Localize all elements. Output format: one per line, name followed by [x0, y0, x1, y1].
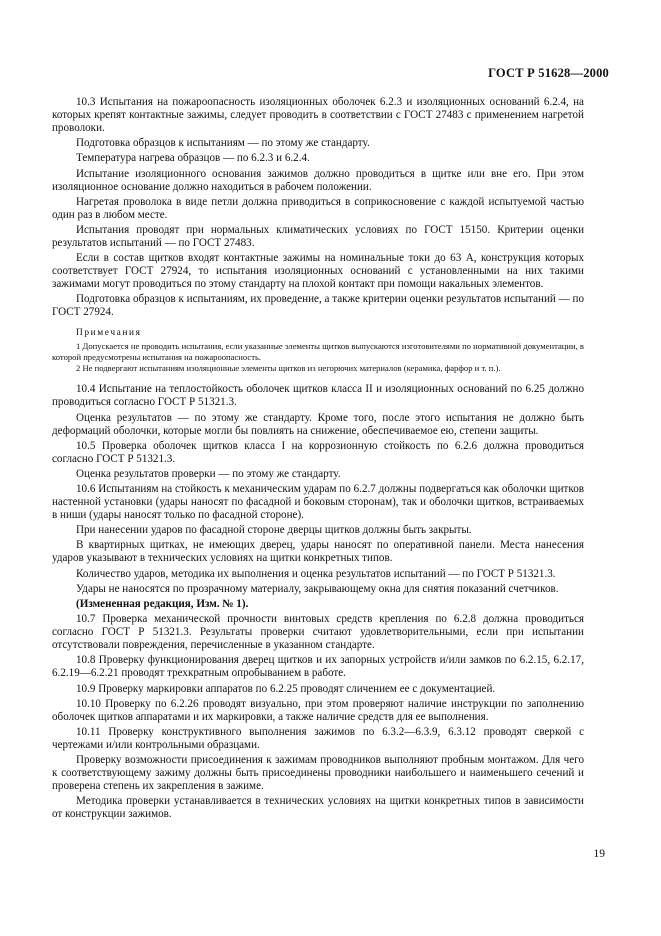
paragraph: 10.5 Проверка оболочек щитков класса I на коррозионную стойкость по 6.2.6 должна проводиться согласно ГОСТ Р 51321.3. [52, 439, 584, 465]
paragraph: Удары не наносятся по прозрачному материалу, закрывающему окна для снятия показаний счетчиков. [76, 582, 559, 595]
paragraph: Если в состав щитков входят контактные зажимы на номинальные токи до 63 А, конструкция которых соответствует ГОСТ 27924, то испытания изоляционных оснований с установленными на них такими зажимами могут проводиться по этому стандарту на плохой контакт при помощи накальных элементов. [52, 252, 584, 291]
paragraph: 10.6 Испытаниям на стойкость к механическим ударам по 6.2.7 должны подвергаться как оболочки щитков настенной установки (удары наносят по фасадной и боковым сторонам), так и оболочки щитков, встраиваемых в ниши (удары наносят только по фасадной стороне). [52, 483, 584, 522]
document-body [52, 96, 584, 824]
paragraph: Количество ударов, методика их выполнения и оценка результатов испытаний — по ГОСТ Р 51321.3. [76, 567, 556, 580]
paragraph: При нанесении ударов по фасадной стороне дверцы щитков должны быть закрыты. [76, 524, 472, 537]
paragraph: 10.9 Проверку маркировки аппаратов по 6.2.25 проводят сличением ее с документацией. [76, 682, 496, 695]
paragraph: 10.7 Проверка механической прочности винтовых средств крепления по 6.2.8 должна проводиться согласно ГОСТ Р 51321.3. Результаты проверки считают удовлетворительными, если при испытании отсутствовали повреждения, перечисленные в указанном стандарте. [52, 613, 584, 652]
notes-title: Примечания [76, 328, 142, 339]
paragraph: 10.3 Испытания на пожароопасность изоляционных оболочек 6.2.3 и изоляционных оснований 6.2.4, на которых крепят контактные зажимы, следует проводить в соответствии с ГОСТ 27483 с применением нагретой проволоки. [52, 96, 584, 134]
paragraph: Нагретая проволока в виде петли должна приводиться в соприкосновение с каждой испытуемой частью один раз в любом месте. [52, 195, 584, 221]
amendment-note: (Измененная редакция, Изм. № 1). [76, 598, 249, 610]
paragraph: Испытание изоляционного основания зажимов должно проводиться в щитке или вне его. При этом изоляционное основание должно находиться в рабочем положении. [52, 167, 584, 193]
note-item: 1 Допускается не проводить испытания, если указанные элементы щитков выпускаются изготовителями по нормативной документации, в которой предусмотрены испытания на пожароопасность. [52, 341, 584, 363]
note-item: 2 Не подвергают испытаниям изоляционные элементы щитков из негорючих материалов (керамика, фарфор и т. п.). [76, 363, 501, 374]
paragraph: Испытания проводят при нормальных климатических условиях по ГОСТ 15150. Критерии оценки результатов испытаний — по ГОСТ 27483. [52, 223, 584, 249]
paragraph: 10.8 Проверку функционирования дверец щитков и их запорных устройств и/или замков по 6.2.15, 6.2.17, 6.2.19—6.2.21 проводят трехкратным опробыванием в работе. [52, 654, 584, 680]
paragraph: Температура нагрева образцов — по 6.2.3 и 6.2.4. [76, 152, 310, 165]
document-header: ГОСТ Р 51628—2000 [488, 66, 609, 80]
paragraph: Проверку возможности присоединения к зажимам проводников выполняют пробным монтажом. Для чего к соответствующему зажиму должны быть присоединены проводники наибольшего и наименьшего сечений и проверена степень их закрепления в зажиме. [52, 754, 584, 793]
paragraph: Подготовка образцов к испытаниям, их проведение, а также критерии оценки результатов испытаний — по ГОСТ 27924. [52, 293, 584, 319]
paragraph: В квартирных щитках, не имеющих дверец, удары наносят по оперативной панели. Места нанесения ударов указывают в технических условиях на щитки конкретных типов. [52, 539, 584, 565]
paragraph: 10.11 Проверку конструктивного выполнения зажимов по 6.3.2—6.3.9, 6.3.12 проводят сверкой с чертежами и/или контрольными образцами. [52, 725, 584, 751]
paragraph: 10.4 Испытание на теплостойкость оболочек щитков класса II и изоляционных оснований по 6.25 должно проводиться согласно ГОСТ Р 51321.3. [52, 383, 584, 409]
paragraph: Оценка результатов — по этому же стандарту. Кроме того, после этого испытания не должно быть деформаций оболочки, которые могли бы повлиять на снижение, обеспечиваемое ею, степени защиты. [52, 411, 584, 437]
page-number: 19 [593, 848, 605, 860]
paragraph: 10.10 Проверку по 6.2.26 проводят визуально, при этом проверяют наличие инструкции по заполнению оболочек щитков аппаратами и их маркировки, а также наличие средств для ее выполнения. [52, 697, 584, 723]
paragraph: Оценка результатов проверки — по этому же стандарту. [76, 467, 341, 480]
paragraph: Методика проверки устанавливается в технических условиях на щитки конкретных типов в зависимости от конструкции зажимов. [52, 795, 584, 821]
paragraph: Подготовка образцов к испытаниям — по этому же стандарту. [76, 137, 370, 150]
